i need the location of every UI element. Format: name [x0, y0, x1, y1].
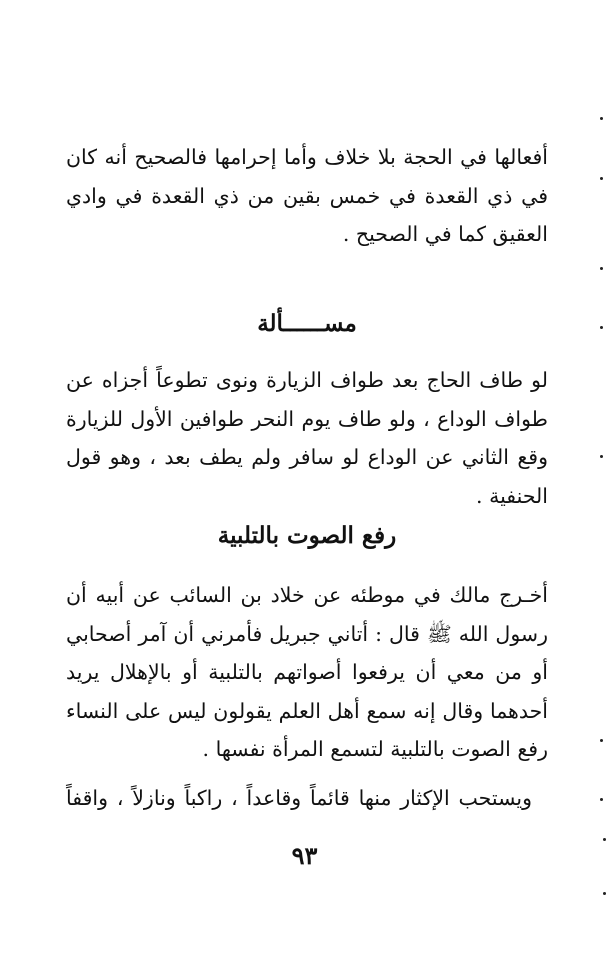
section-heading-talbiya: رفع الصوت بالتلبية: [217, 522, 397, 549]
margin-speck: [600, 798, 603, 801]
margin-speck: [603, 838, 606, 841]
paragraph-malik-narration: أخـرج مالك في موطئه عن خلاد بن السائب عن أبيه أن رسول الله ﷺ قال : أتاني جبريل فأمرني أن آمر أصحابي أو من معي أن يرفعوا أصواتهم بالتلبية أو بالإهلال يريد أحدهما وقال إنه سمع أهل العلم يقولون ليس على النساء رفع الصوت بالتلبية لتسمع المرأة نفسها .: [66, 583, 548, 761]
margin-speck: [600, 326, 603, 329]
margin-speck: [600, 177, 603, 180]
margin-speck: [600, 739, 603, 742]
margin-speck: [600, 455, 603, 458]
paragraph-istihbab: ويستحب الإكثار منها قائماً وقاعداً ، راكباً ونازلاً ، واقفاً: [66, 786, 532, 810]
margin-speck: [603, 892, 606, 895]
margin-speck: [600, 117, 603, 120]
margin-speck: [600, 267, 603, 270]
section-heading-masala: مســــــألة: [257, 310, 357, 337]
paragraph-tawaf-wada: لو طاف الحاج بعد طواف الزيارة ونوى تطوعاً أجزاه عن طواف الوداع ، ولو طاف يوم النحر طوافين الأول للزيارة وقع الثاني عن الوداع لو سافر ولم يطف بعد ، وهو قول الحنفية .: [66, 368, 548, 508]
paragraph-hajj-ihram: أفعالها في الحجة بلا خلاف وأما إحرامها فالصحيح أنه كان في ذي القعدة في خمس بقين من ذي القعدة في وادي العقيق كما في الصحيح .: [66, 145, 548, 246]
page-number: ٩٣: [291, 841, 318, 870]
